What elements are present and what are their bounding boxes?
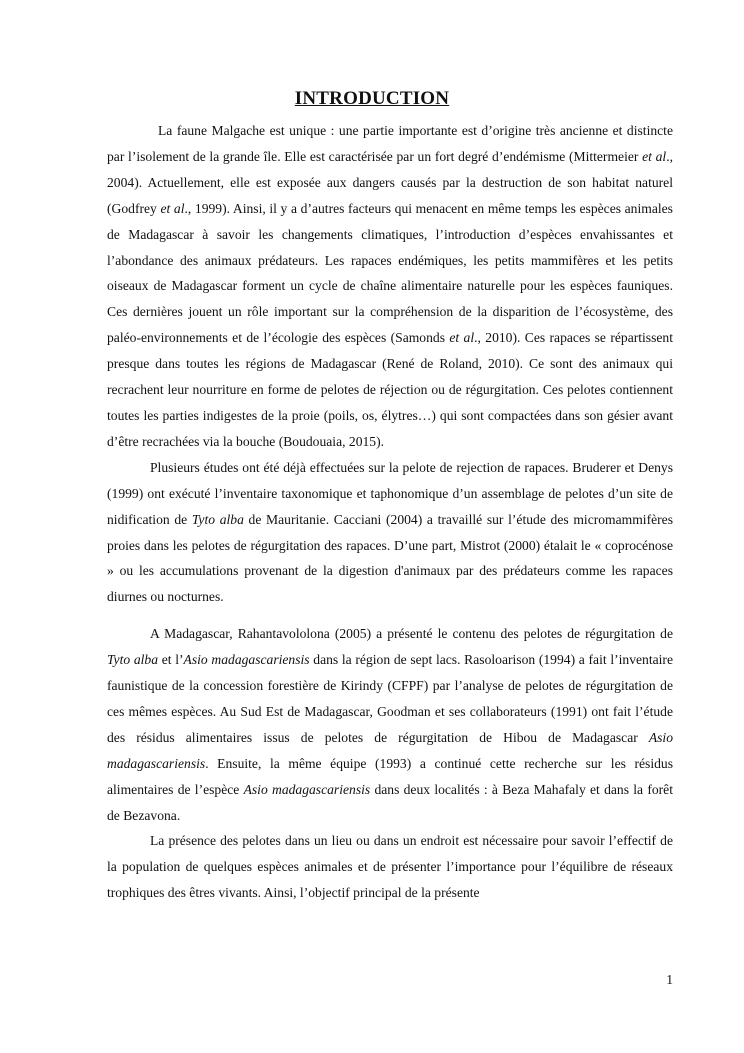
italic-text: Tyto alba [191,511,244,527]
body-text [107,118,673,906]
text-run: de Mauritanie. Cacciani (2004) a travaillé sur l’étude des micromammifères proies dans les pelotes de régurgitation des rapaces. D’une part, Mistrot (2000) étalait le « coprocénose » ou les accumulations provenant de la digestion d'animaux par des prédateurs comme les rapaces diurnes ou nocturnes. [107,511,673,605]
text-run: Plusieurs études ont été déjà effectuées sur la pelote de rejection de rapaces. Bruderer et Denys (1999) ont exécuté l’inventaire taxonomique et taphonomique d’un assemblage de pelotes d’un site de nidification de [107,459,673,527]
text-run: La présence des pelotes dans un lieu ou dans un endroit est nécessaire pour savoir l’effectif de la population de quelques espèces animales et de présenter l’importance pour l’équilibre de réseaux trophiques des êtres vivants. Ainsi, l’objectif principal de la présente [107,833,673,901]
page-title: INTRODUCTION [294,88,450,109]
paragraph [107,828,673,906]
text-run: . Ensuite, la même équipe (1993) a continué cette recherche sur les résidus alimentaires de l’espèce [107,755,673,797]
paragraph [107,621,673,828]
text-run: La faune Malgache est unique : une partie importante est d’origine très ancienne et distincte par l’isolement de la grande île. Elle est caractérisée par un fort degré d’endémisme (Mittermeier [107,123,673,164]
italic-text: et al [449,330,475,346]
text-run: ., 1999). Ainsi, il y a d’autres facteurs qui menacent en même temps les espèces animales de Madagascar à savoir les changements climatiques, l’introduction d’espèces envahissantes et l’abondance des animaux prédateurs. Les rapaces endémiques, les petits mammifères et les petits oiseaux de Madagascar forment un cycle de chaîne alimentaire naturelle pour les espèces fauniques. Ces dernières jouent un rôle important sur la compréhension de la disparition de l’écosystème, des paléo-environnements et de l’écologie des espèces (Samonds [107,200,673,346]
text-run: A Madagascar, Rahantavololona (2005) a présenté le contenu des pelotes de régurgitation de [150,626,673,642]
italic-text: et al [642,148,667,164]
italic-text: Tyto alba [107,652,159,668]
italic-text: Asio madagascariensis [243,781,371,797]
paragraph [107,118,673,455]
page-number: 1 [666,972,673,987]
text-run: et l’ [158,652,184,668]
text-run: dans deux localités : à Beza Mahafaly et dans la forêt de Bezavona. [107,781,673,823]
italic-text: et al [160,200,185,216]
paragraph [107,455,673,610]
italic-text: Asio madagascariensis [107,729,673,771]
italic-text: Asio madagascariensis [183,652,310,668]
text-run: ., 2010). Ces rapaces se répartissent presque dans toutes les régions de Madagascar (René de Roland, 2010). Ce sont des animaux qui recrachent leur nourriture en forme de pelotes de réjection ou de régurgitation. Ces pelotes contiennent toutes les parties indigestes de la proie (poils, os, élytres…) qui sont compactées dans son gésier avant d’être recrachées via la bouche (Boudouaia, 2015). [107,330,673,449]
text-run: dans la région de sept lacs. Rasoloarison (1994) a fait l’inventaire faunistique de la concession forestière de Kirindy (CFPF) par l’analyse de pelotes de régurgitation de ces mêmes espèces. Au Sud Est de Madagascar, Goodman et ses collaborateurs (1991) ont fait l’étude des résidus alimentaires issus de pelotes de régurgitation de Hibou de Madagascar [107,652,673,745]
text-run: ., 2004). Actuellement, elle est exposée aux dangers causés par la destruction de son habitat naturel (Godfrey [107,148,673,216]
